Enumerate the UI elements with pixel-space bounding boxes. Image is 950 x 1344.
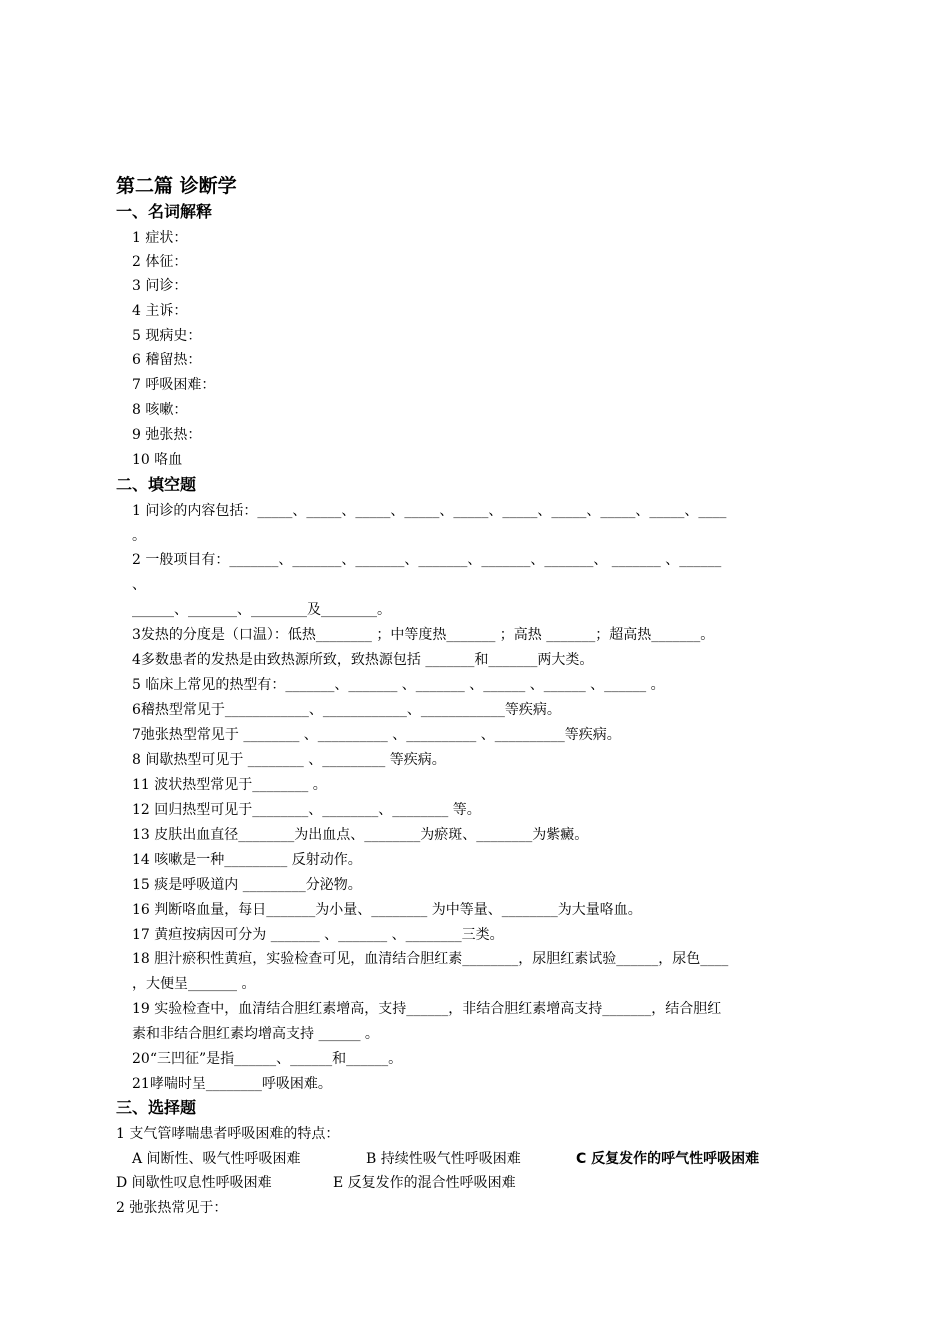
fill-blank-line: 、 <box>132 577 146 593</box>
definition-item: 4 主诉： <box>132 303 188 319</box>
definition-item: 9 弛张热： <box>132 427 202 443</box>
fill-blank-line: 16 判断咯血量，每日_______为小量、________ 为中等量、________为大量咯血。 <box>132 902 642 918</box>
definition-item: 5 现病史： <box>132 328 202 344</box>
definition-item: 1 症状： <box>132 230 188 246</box>
fill-blank-line: 1 问诊的内容包括：_____、_____、_____、_____、_____、_____、_____、_____、_____、____ <box>132 503 727 519</box>
question-1-option-c: C 反复发作的呼气性呼吸困难 <box>576 1151 760 1167</box>
fill-blank-line: 19 实验检查中，血清结合胆红素增高，支持______，非结合胆红素增高支持_______，结合胆红 <box>132 1001 722 1017</box>
definition-item: 10 咯血 <box>132 452 183 468</box>
fill-blank-line: ，大便呈_______ 。 <box>132 976 256 992</box>
definition-item: 2 体征： <box>132 254 188 270</box>
fill-blank-line: 2 一般项目有：_______、_______、_______、_______、_______、_______、 _______ 、______ <box>132 552 722 568</box>
definition-item: 7 呼吸困难： <box>132 377 216 393</box>
fill-blank-line: 3发热的分度是（口温）：低热________ ；中等度热_______ ；高热 _______；超高热_______。 <box>132 627 715 643</box>
question-1-option-b: B 持续性吸气性呼吸困难 <box>366 1151 521 1167</box>
fill-blank-line: 素和非结合胆红素均增高支持 ______ 。 <box>132 1026 379 1042</box>
question-1-option-a: A 间断性、吸气性呼吸困难 <box>132 1151 301 1167</box>
section-heading-definitions: 一、名词解释 <box>116 202 213 221</box>
fill-blank-line: 13 皮肤出血直径________为出血点、________为瘀斑、________为紫癜。 <box>132 827 589 843</box>
fill-blank-line: 15 痰是呼吸道内 _________分泌物。 <box>132 877 362 893</box>
fill-blank-line: 21哮喘时呈________呼吸困难。 <box>132 1076 332 1092</box>
fill-blank-line: ______、_______、________及________。 <box>132 602 391 618</box>
fill-blank-line: 20“三凹征”是指______、______和______。 <box>132 1051 403 1067</box>
definition-item: 8 咳嗽： <box>132 402 188 418</box>
fill-blank-line: 。 <box>132 528 146 544</box>
definition-item: 6 稽留热： <box>132 352 202 368</box>
section-heading-multiple-choice: 三、选择题 <box>116 1098 197 1117</box>
fill-blank-line: 8 间歇热型可见于 ________ 、_________ 等疾病。 <box>132 752 446 768</box>
question-1-option-e: E 反复发作的混合性呼吸困难 <box>333 1175 516 1191</box>
question-1-option-d: D 间歇性叹息性呼吸困难 <box>116 1175 272 1191</box>
question-2: 2 弛张热常见于： <box>116 1200 228 1216</box>
fill-blank-line: 18 胆汁瘀积性黄疸，实验检查可见，血清结合胆红素________，尿胆红素试验______，尿色____ <box>132 951 729 967</box>
fill-blank-line: 6稽热型常见于____________、____________、____________等疾病。 <box>132 702 561 718</box>
page-title: 第二篇 诊断学 <box>116 175 237 197</box>
definition-item: 3 问诊： <box>132 278 188 294</box>
fill-blank-line: 5 临床上常见的热型有：_______、_______ 、_______ 、______ 、______ 、______ 。 <box>132 677 665 693</box>
fill-blank-line: 7弛张热型常见于 ________ 、__________ 、__________ 、__________等疾病。 <box>132 727 621 743</box>
fill-blank-line: 11 波状热型常见于________ 。 <box>132 777 327 793</box>
fill-blank-line: 17 黄疸按病因可分为 _______ 、_______ 、________三类。 <box>132 927 504 943</box>
fill-blank-line: 4多数患者的发热是由致热源所致，致热源包括 _______和_______两大类。 <box>132 652 594 668</box>
fill-blank-line: 14 咳嗽是一种_________ 反射动作。 <box>132 852 362 868</box>
fill-blank-line: 12 回归热型可见于________、________、________ 等。 <box>132 802 481 818</box>
section-heading-fill-blank: 二、填空题 <box>116 475 197 494</box>
question-1: 1 支气管哮喘患者呼吸困难的特点： <box>116 1126 340 1142</box>
